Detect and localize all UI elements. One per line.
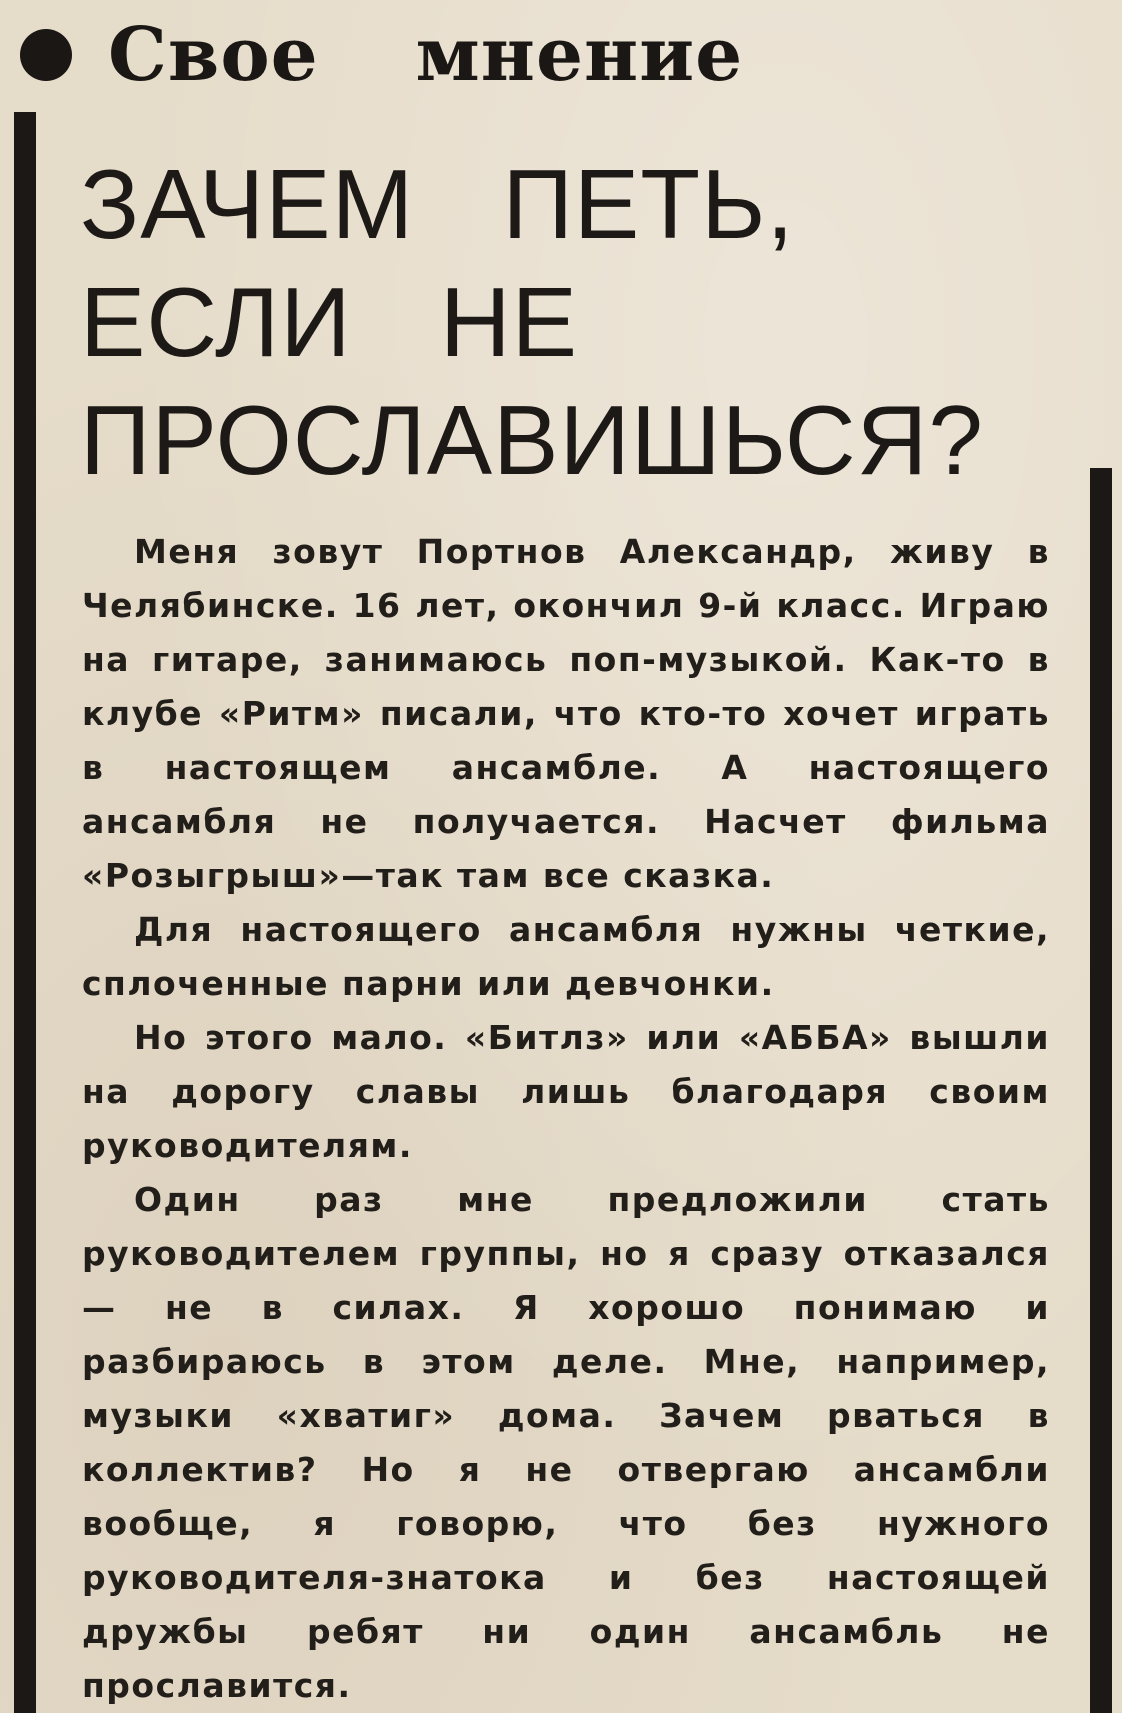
headline-line-1: ЗАЧЕМ ПЕТЬ, [80, 149, 795, 259]
article-paragraph-1: Меня зовут Портнов Александр, живу в Челябинске. 16 лет, окончил 9-й класс. Играю на гитаре, занимаюсь поп-музыкой. Как-то в клубе «Ритм» писали, что кто-то хочет играть в настоящем ансамбле. А настоящего ансамбля не получается. Насчет фильма «Розыгрыш»—так там все сказка. [82, 532, 1050, 895]
article-paragraph-2: Для настоящего ансамбля нужны четкие, сплоченные парни или девчонки. [82, 910, 1050, 1003]
headline [80, 145, 984, 499]
bullet-dot-icon [20, 29, 72, 81]
headline-line-3: ПРОСЛАВИШЬСЯ? [80, 385, 984, 495]
article-paragraph-4: Один раз мне предложили стать руководителем группы, но я сразу отказался — не в силах. Я хорошо понимаю и разбираюсь в этом деле. Мне, например, музыки «хватиг» дома. Зачем рваться в коллектив? Но я не отвергаю ансамбли вообще, я говорю, что без нужного руководителя-знатока и без настоящей дружбы ребят ни один ансамбль не прославится. [82, 1180, 1050, 1705]
left-column-rule [14, 112, 36, 1713]
article-paragraph-3: Но этого мало. «Битлз» или «АББА» вышли на дорогу славы лишь благодаря своим руководителям. [82, 1018, 1050, 1165]
article-body [82, 525, 1050, 1713]
rubric-label: Свое мнение [108, 12, 744, 98]
headline-line-2: ЕСЛИ НЕ [80, 267, 578, 377]
rubric-header [20, 12, 744, 98]
right-column-rule [1090, 468, 1112, 1713]
